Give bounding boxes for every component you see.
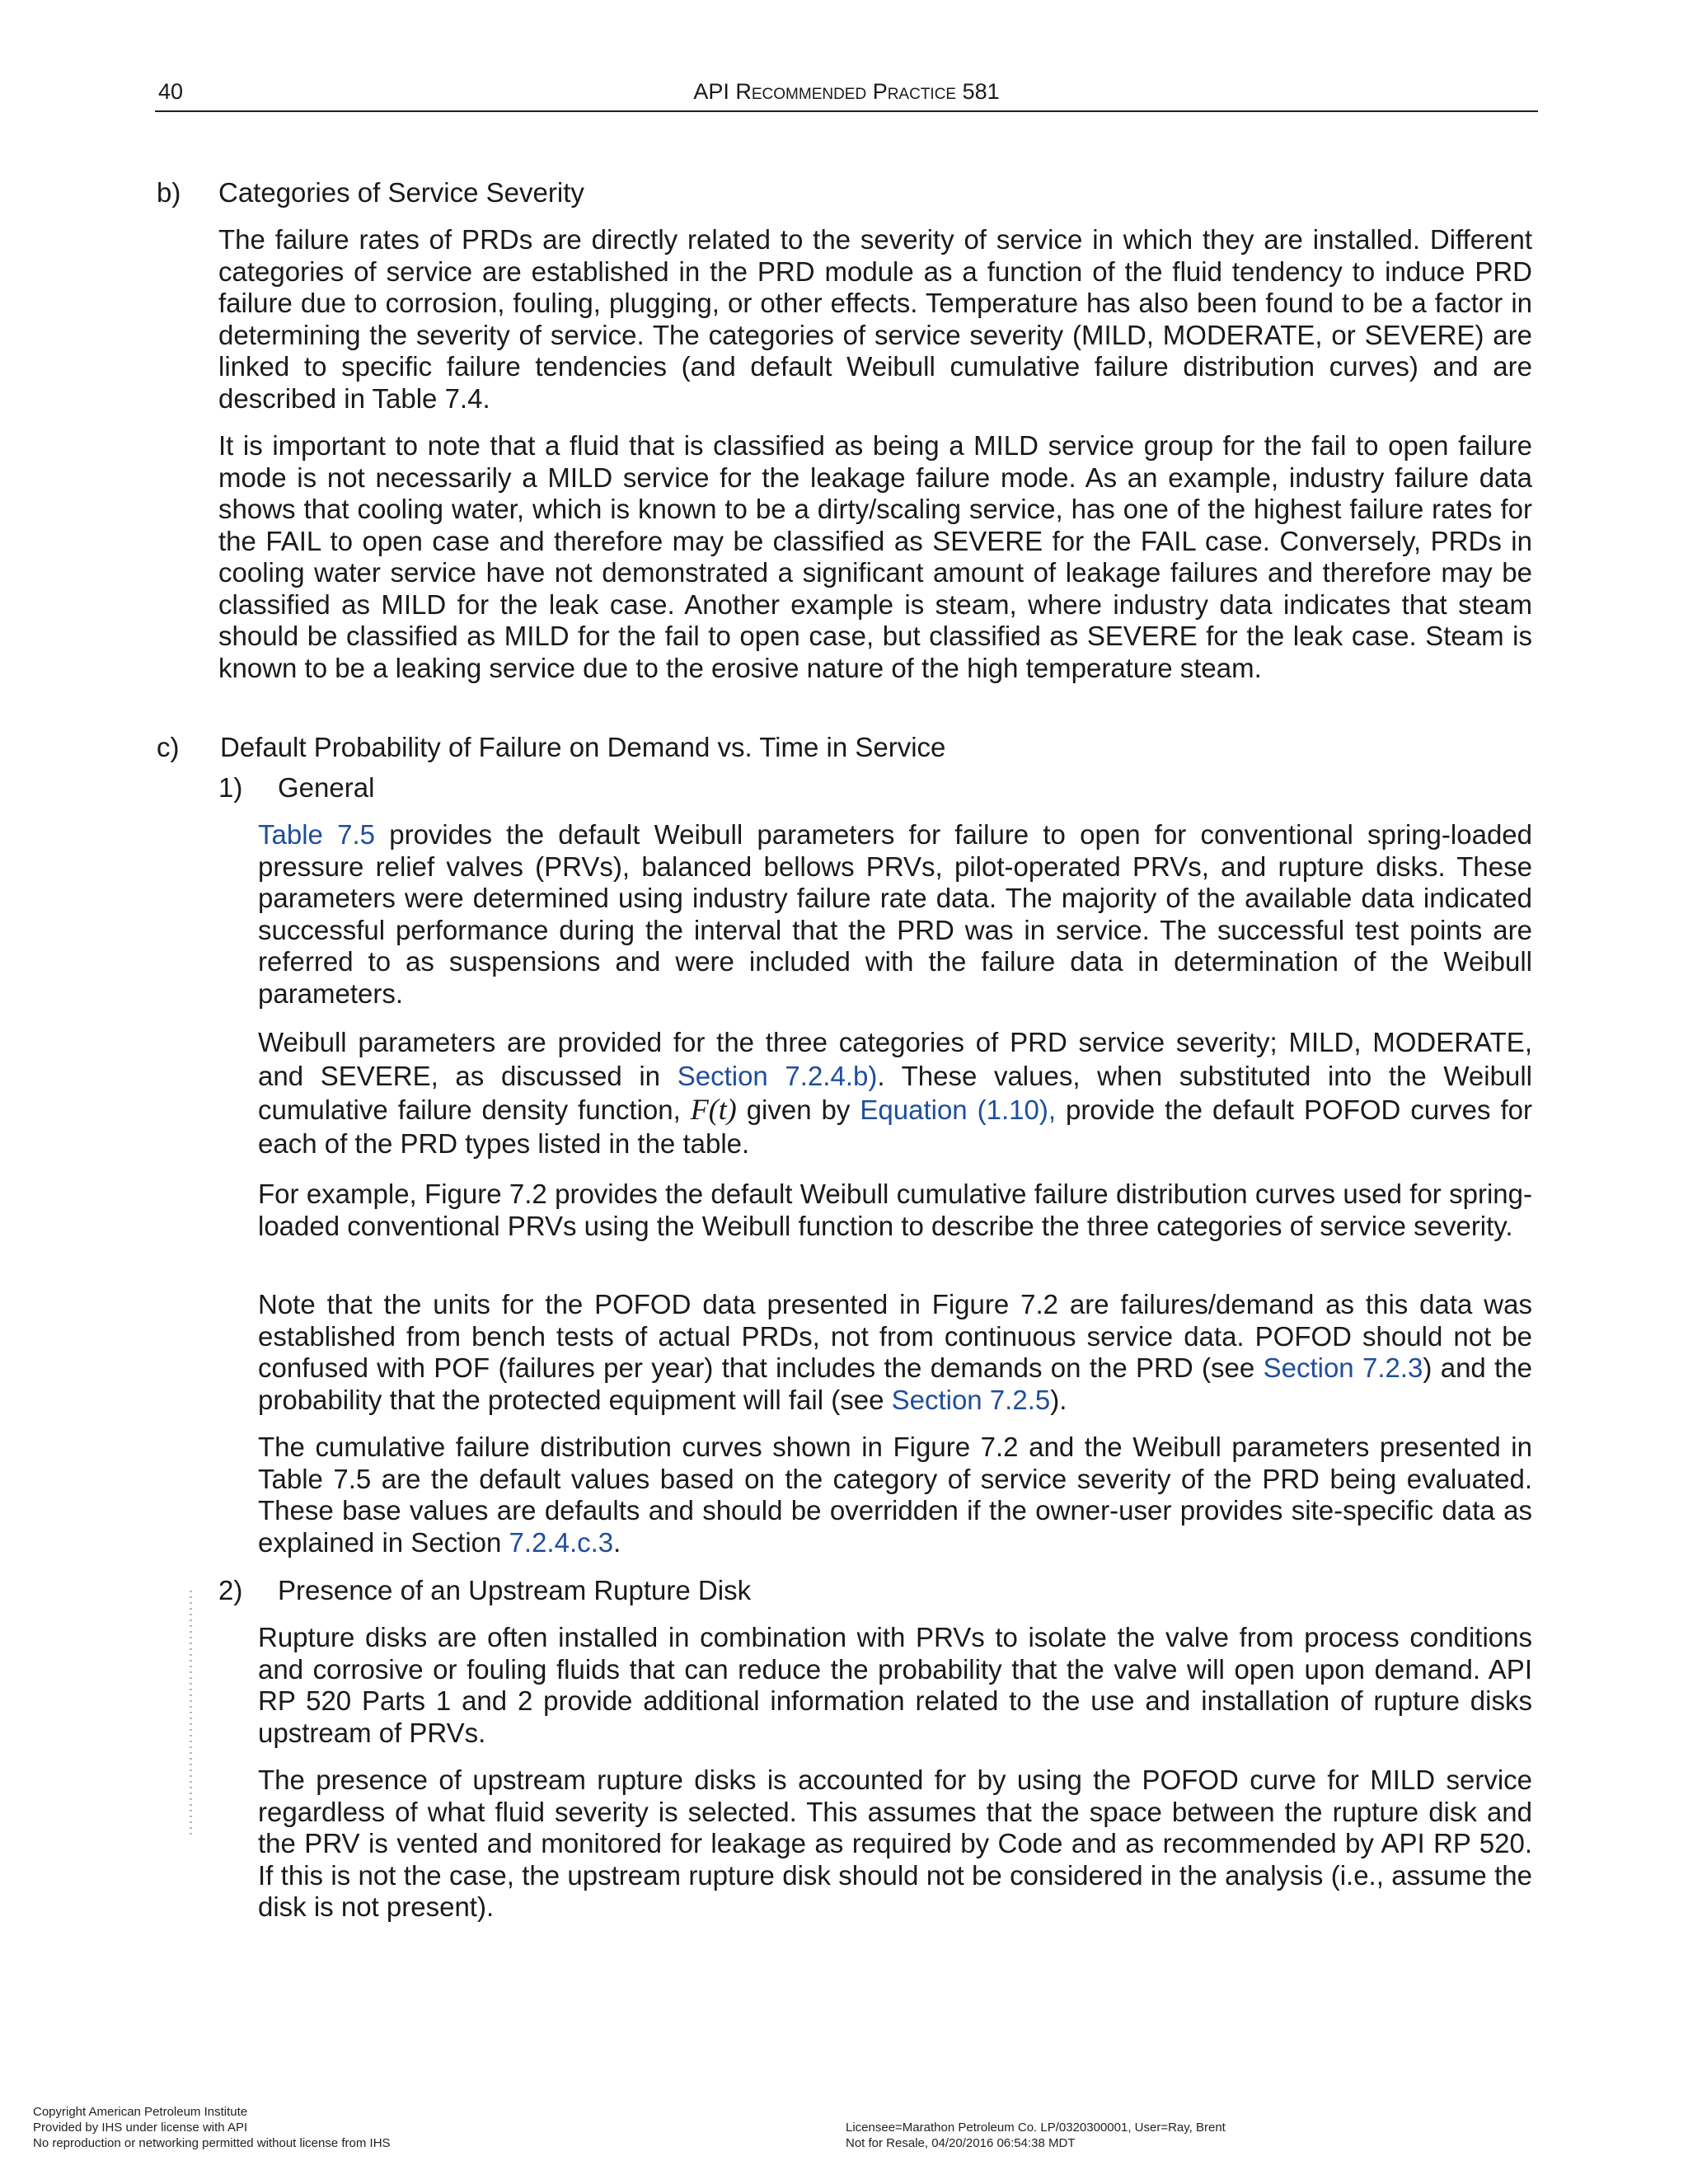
page-header bbox=[155, 76, 1538, 112]
equation-1-10-link[interactable]: Equation (1.10), bbox=[860, 1094, 1056, 1125]
section-7-2-5-link[interactable]: Section 7.2.5 bbox=[891, 1384, 1051, 1415]
section-7-2-3-link[interactable]: Section 7.2.3 bbox=[1263, 1352, 1423, 1383]
margin-watermark-mark bbox=[190, 1591, 192, 1838]
footer-copyright: Copyright American Petroleum Institute Provided by IHS under license with API No reproduction or networking permitted without license from IHS bbox=[33, 2105, 391, 2150]
section-b-paragraph-1: The failure rates of PRDs are directly related to the severity of service in which they are installed. Different categories of service are established in the PRD module as a function of the fluid tendency to induce PRD failure due to corrosion, fouling, plugging, or other effects. Temperature has also been found to be a factor in determining the severity of service. The categories of service severity (MILD, MODERATE, or SEVERE) are linked to specific failure tendencies (and default Weibull cumulative failure distribution curves) and are described in Table 7.4. bbox=[218, 224, 1532, 414]
section-c-label: c) bbox=[157, 732, 180, 762]
weibull-function-symbol: F(t) bbox=[690, 1093, 737, 1126]
table-7-5-link[interactable]: Table 7.5 bbox=[258, 819, 375, 850]
subsection-2-heading bbox=[218, 1574, 751, 1607]
subsection-1-label: 1) bbox=[218, 772, 243, 803]
rupture-disk-paragraph-2: The presence of upstream rupture disks is accounted for by using the POFOD curve for MILD service regardless of what fluid severity is selected. This assumes that the space between the rupture disk and the PRV is vented and monitored for leakage as required by Code and as recommended by API RP 520. If this is not the case, the upstream rupture disk should not be considered in the analysis (i.e., assume the disk is not present). bbox=[258, 1765, 1532, 1922]
rupture-disk-paragraph-1: Rupture disks are often installed in combination with PRVs to isolate the valve from process conditions and corrosive or fouling fluids that can reduce the probability that the valve will open upon demand. API RP 520 Parts 1 and 2 provide additional information related to the use and installation of rupture disks upstream of PRVs. bbox=[258, 1622, 1532, 1748]
section-7-2-4-b-link[interactable]: Section 7.2.4.b) bbox=[677, 1061, 878, 1091]
section-b-title: Categories of Service Severity bbox=[218, 177, 584, 208]
subsection-1-title: General bbox=[278, 772, 375, 803]
subsection-2-title: Presence of an Upstream Rupture Disk bbox=[278, 1575, 752, 1605]
section-b-paragraph-2: It is important to note that a fluid that is classified as being a MILD service group for the fail to open failure mode is not necessarily a MILD service for the leakage failure mode. As an example, industry failure data shows that cooling water, which is known to be a dirty/scaling service, has one of the highest failure rates for the FAIL to open case and therefore may be classified as SEVERE for the FAIL case. Conversely, PRDs in cooling water service have not demonstrated a significant amount of leakage failures and therefore may be classified as MILD for the leak case. Another example is steam, where industry data indicates that steam should be classified as MILD for the fail to open case, but classified as SEVERE for the leak case. Steam is known to be a leaking service due to the erosive nature of the high temperature steam. bbox=[218, 430, 1532, 683]
section-7-2-4-c-3-link[interactable]: 7.2.4.c.3 bbox=[509, 1526, 614, 1558]
subsection-2-label: 2) bbox=[218, 1575, 243, 1605]
footer-license: Licensee=Marathon Petroleum Co. LP/0320300001, User=Ray, Brent Not for Resale, 04/20/2016 06:54:38 MDT bbox=[846, 2121, 1226, 2150]
general-paragraph-5: The cumulative failure distribution curves shown in Figure 7.2 and the Weibull parameters presented in Table 7.5 are the default values based on the category of service severity of the PRD being evaluated. These base values are defaults and should be overridden if the owner-user provides site-specific data as explained in Section 7.2.4.c.3. bbox=[258, 1432, 1532, 1558]
section-c-title: Default Probability of Failure on Demand vs. Time in Service bbox=[220, 732, 946, 762]
subsection-1-heading bbox=[218, 771, 374, 804]
running-title: API Recommended Practice 581 bbox=[693, 79, 1000, 104]
general-paragraph-2: Weibull parameters are provided for the three categories of PRD service severity; MILD, MODERATE, and SEVERE, as discussed in Section 7.2.4.b). These values, when substituted into the Weibull cumulative failure density function, F(t) given by Equation (1.10), provide the default POFOD curves for each of the PRD types listed in the table. bbox=[258, 1027, 1532, 1159]
general-paragraph-4: Note that the units for the POFOD data presented in Figure 7.2 are failures/demand as this data was established from bench tests of actual PRDs, not from continuous service data. POFOD should not be confused with POF (failures per year) that includes the demands on the PRD (see Section 7.2.3) and the probability that the protected equipment will fail (see Section 7.2.5). bbox=[258, 1289, 1532, 1415]
general-paragraph-3: For example, Figure 7.2 provides the default Weibull cumulative failure distribution curves used for spring-loaded conventional PRVs using the Weibull function to describe the three categories of service severity. bbox=[258, 1179, 1532, 1241]
section-b-heading bbox=[157, 176, 584, 209]
page-number: 40 bbox=[158, 79, 184, 104]
section-c-heading bbox=[157, 731, 945, 764]
section-b-label: b) bbox=[157, 177, 181, 208]
general-paragraph-1: Table 7.5 provides the default Weibull parameters for failure to open for conventional spring-loaded pressure relief valves (PRVs), balanced bellows PRVs, pilot-operated PRVs, and rupture disks. These parameters were determined using industry failure rate data. The majority of the available data indicated successful performance during the interval that the PRD was in service. The successful test points are referred to as suspensions and were included with the failure data in determination of the Weibull parameters. bbox=[258, 819, 1532, 1009]
